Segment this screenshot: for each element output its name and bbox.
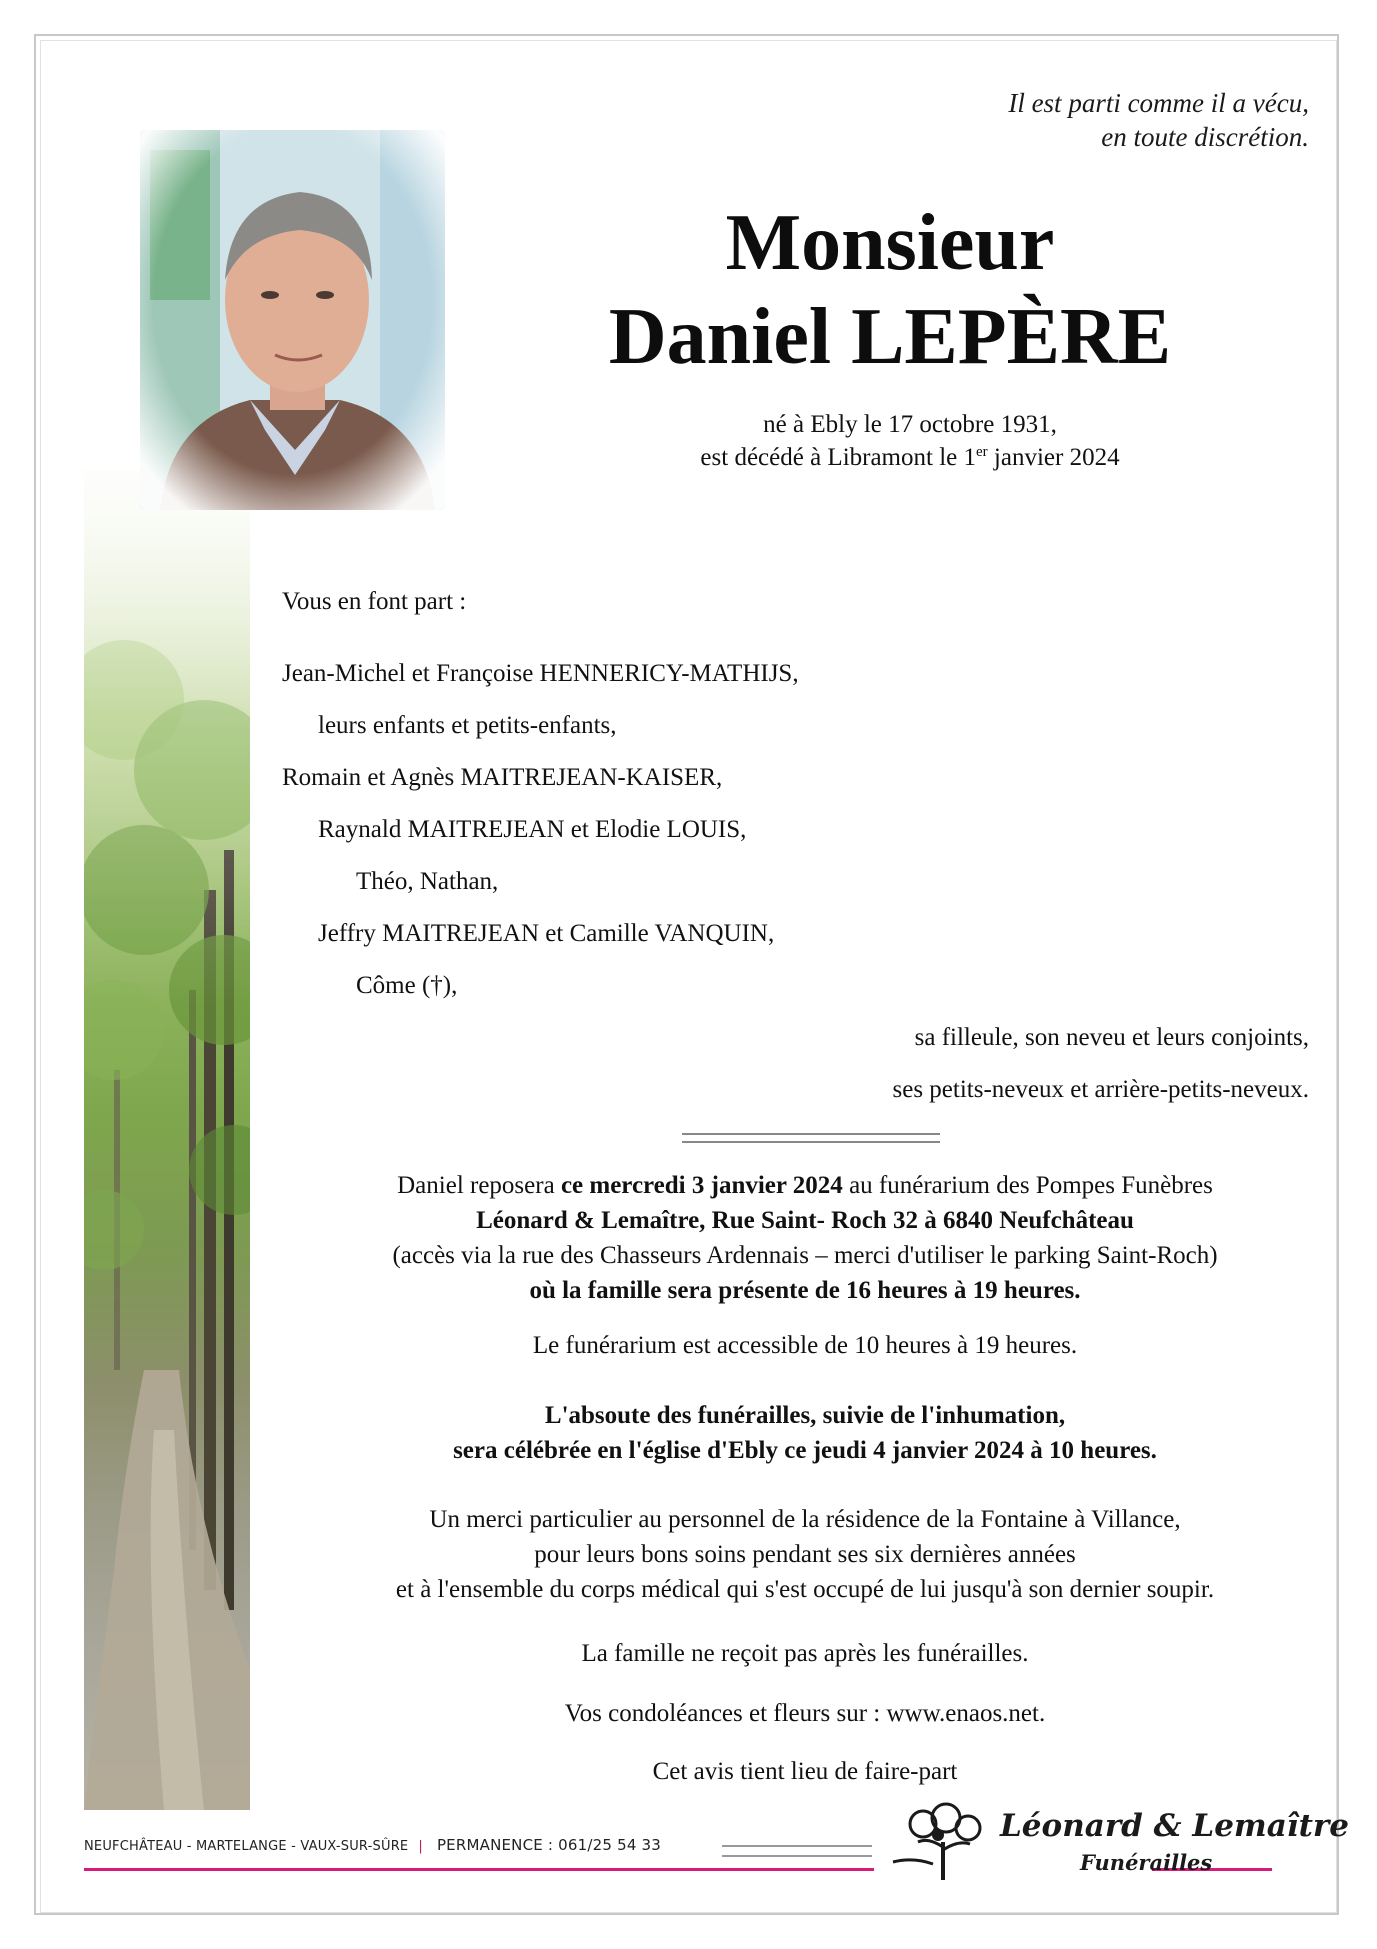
funeral-text: L'absoute des funérailles, suivie de l'inhumation, — [544, 1402, 1066, 1429]
family-presence-hours — [290, 1273, 1320, 1308]
funeral-service-block — [290, 1398, 1320, 1468]
thanks-block — [290, 1502, 1320, 1607]
family-line: Côme (†), — [356, 972, 458, 999]
epigraph-quote — [1008, 86, 1309, 154]
visitation-block — [290, 1168, 1320, 1308]
visitation-text: au funérarium des Pompes Funèbres — [842, 1172, 1213, 1199]
section-divider — [682, 1141, 940, 1143]
address-text: Léonard & Lemaître, Rue Saint- Roch 32 à 6840 Neufchâteau — [476, 1207, 1134, 1234]
access-note: (accès via la rue des Chasseurs Ardennais – merci d'utiliser le parking Saint-Roch) — [392, 1242, 1218, 1269]
section-divider — [682, 1133, 940, 1135]
death-line — [560, 441, 1260, 474]
brand-name: Léonard & Lemaître — [1000, 1808, 1349, 1844]
visitation-date: ce mercredi 3 janvier 2024 — [560, 1172, 843, 1199]
footer-permanence: PERMANENCE : 061/25 54 33 — [436, 1836, 662, 1854]
family-line: leurs enfants et petits-enfants, — [318, 712, 617, 739]
thanks-line-2: pour leurs bons soins pendant ses six dernières années — [534, 1541, 1076, 1568]
condolences-link: Vos condoléances et fleurs sur : www.enaos.net. — [564, 1700, 1046, 1727]
no-reception-note: La famille ne reçoit pas après les funérailles. — [581, 1640, 1029, 1667]
family-line: Romain et Agnès MAITREJEAN-KAISER, — [282, 764, 723, 791]
family-line: Jean-Michel et Françoise HENNERICY-MATHIJS, — [282, 660, 799, 687]
title-honorific: Monsieur — [725, 199, 1055, 287]
footer-divider — [722, 1845, 872, 1857]
family-line: Jeffry MAITREJEAN et Camille VANQUIN, — [318, 920, 775, 947]
footer-separator: | — [418, 1839, 423, 1854]
visitation-text: Daniel reposera — [397, 1172, 561, 1199]
funeral-text: sera célébrée en l'église d'Ebly ce jeudi 4 janvier 2024 à 10 heures. — [453, 1437, 1157, 1464]
death-ordinal: er — [976, 444, 988, 460]
birth-death-dates — [560, 408, 1260, 474]
thanks-line-1: Un merci particulier au personnel de la résidence de la Fontaine à Villance, — [429, 1506, 1181, 1533]
family-line: Raynald MAITREJEAN et Elodie LOUIS, — [318, 816, 747, 843]
footer-accent-line — [84, 1868, 874, 1871]
portrait-photo — [140, 130, 445, 510]
family-line: ses petits-neveux et arrière-petits-neveux. — [892, 1076, 1309, 1103]
presence-text: où la famille sera présente de 16 heures à 19 heures. — [529, 1277, 1081, 1304]
death-suffix: janvier 2024 — [987, 444, 1120, 471]
visitation-line-1 — [290, 1168, 1320, 1203]
funeral-line-2 — [290, 1433, 1320, 1468]
quote-line-2: en toute discrétion. — [1101, 122, 1309, 152]
birth-line: né à Ebly le 17 octobre 1931, — [763, 411, 1057, 438]
death-prefix: est décédé à Libramont le 1 — [700, 444, 976, 471]
tree-logo-icon — [888, 1802, 998, 1882]
title-name: Daniel LEPÈRE — [608, 293, 1172, 381]
funeral-home-address — [290, 1203, 1320, 1238]
family-line: sa filleule, son neveu et leurs conjoints, — [914, 1024, 1309, 1051]
brand-subtitle: Funérailles — [1080, 1850, 1213, 1875]
notice-statement: Cet avis tient lieu de faire-part — [652, 1758, 958, 1785]
thanks-line-3: et à l'ensemble du corps médical qui s'est occupé de lui jusqu'à son dernier soupir. — [395, 1576, 1215, 1603]
footer-locations: NEUFCHÂTEAU - MARTELANGE - VAUX-SUR-SÛRE — [84, 1839, 409, 1854]
quote-line-1: Il est parti comme il a vécu, — [1008, 88, 1309, 118]
funeral-line-1 — [290, 1398, 1320, 1433]
family-line: Théo, Nathan, — [356, 868, 499, 895]
forest-path-image — [84, 470, 250, 1810]
opening-hours: Le funérarium est accessible de 10 heures à 19 heures. — [532, 1332, 1078, 1359]
footer-contact — [84, 1836, 661, 1854]
announcement-intro: Vous en font part : — [282, 588, 467, 615]
